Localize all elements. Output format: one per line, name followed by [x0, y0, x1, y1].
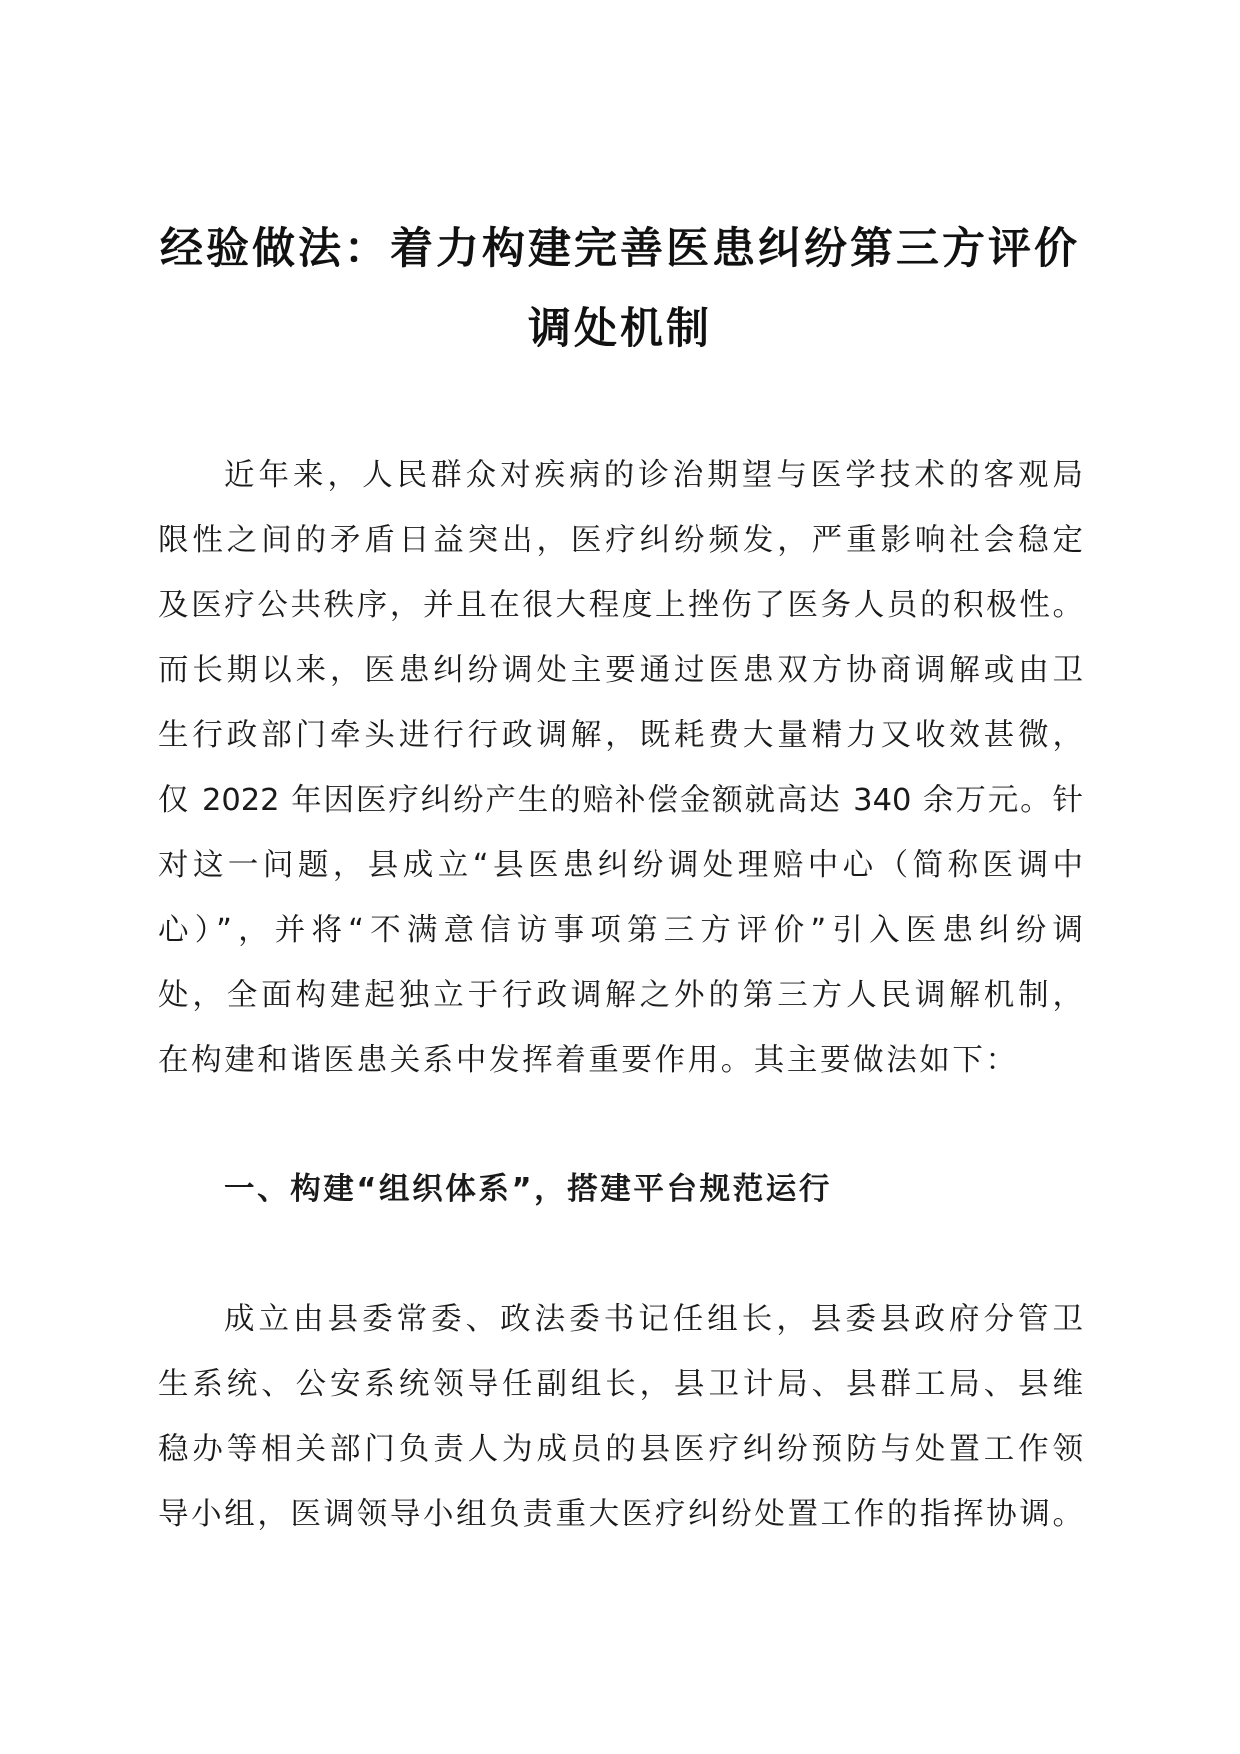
- paragraph-1-line-10: 在构建和谐医患关系中发挥着重要作用。其主要做法如下：: [158, 1043, 1019, 1078]
- paragraph-2-line-4: 导小组，医调领导小组负责重大医疗纠纷处置工作的指挥协调。: [158, 1497, 1083, 1532]
- document-title-line-1: 经验做法：着力构建完善医患纠纷第三方评价: [160, 224, 1080, 274]
- paragraph-1-line-6: 仅 2022 年因医疗纠纷产生的赔补偿金额就高达 340 余万元。针: [158, 783, 1083, 818]
- section-heading: 一、构建“组织体系”，搭建平台规范运行: [224, 1172, 832, 1207]
- paragraph-2-line-1: 成立由县委常委、政法委书记任组长，县委县政府分管卫: [224, 1302, 1083, 1337]
- paragraph-1-line-1: 近年来，人民群众对疾病的诊治期望与医学技术的客观局: [224, 458, 1083, 493]
- paragraph-1-line-8: 心）”，并将“不满意信访事项第三方评价”引入医患纠纷调: [158, 913, 1083, 948]
- paragraph-1-line-3: 及医疗公共秩序，并且在很大程度上挫伤了医务人员的积极性。: [158, 588, 1083, 623]
- paragraph-2-line-3: 稳办等相关部门负责人为成员的县医疗纠纷预防与处置工作领: [158, 1432, 1083, 1467]
- paragraph-1-line-2: 限性之间的矛盾日益突出，医疗纠纷频发，严重影响社会稳定: [158, 523, 1083, 558]
- paragraph-1-line-9: 处，全面构建起独立于行政调解之外的第三方人民调解机制，: [158, 978, 1083, 1013]
- paragraph-1-line-7: 对这一问题，县成立“县医患纠纷调处理赔中心（简称医调中: [158, 848, 1083, 883]
- paragraph-2-line-2: 生系统、公安系统领导任副组长，县卫计局、县群工局、县维: [158, 1367, 1083, 1402]
- paragraph-1-line-5: 生行政部门牵头进行行政调解，既耗费大量精力又收效甚微，: [158, 718, 1083, 753]
- paragraph-1-line-4: 而长期以来，医患纠纷调处主要通过医患双方协商调解或由卫: [158, 653, 1083, 688]
- document-title-line-2: 调处机制: [528, 304, 712, 354]
